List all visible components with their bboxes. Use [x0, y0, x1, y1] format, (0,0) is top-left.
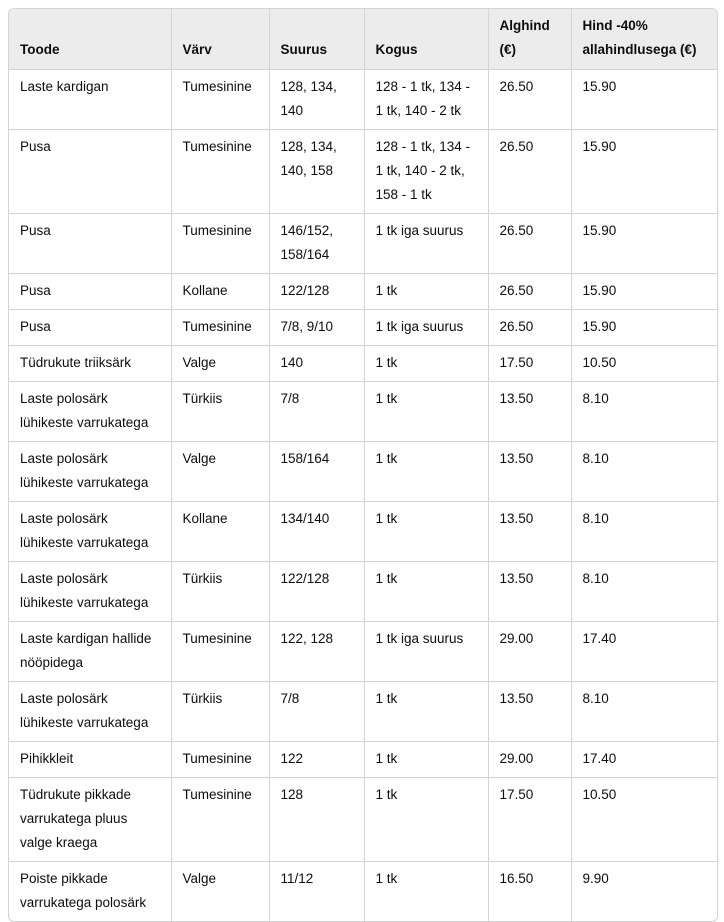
discount-price-cell: 10.50 [571, 778, 717, 862]
discount-price-cell: 15.90 [571, 70, 717, 130]
product-cell: Pihikkleit [9, 742, 171, 778]
size-cell: 146/152, 158/164 [269, 214, 364, 274]
table-row [9, 622, 717, 682]
original-price-cell: 26.50 [488, 214, 571, 274]
color-cell: Tumesinine [171, 310, 269, 346]
table-row [9, 742, 717, 778]
color-cell: Valge [171, 346, 269, 382]
discount-price-cell: 15.90 [571, 130, 717, 214]
original-price-cell: 17.50 [488, 346, 571, 382]
size-cell: 122/128 [269, 562, 364, 622]
product-cell: Laste polosärk lühikeste varrukatega [9, 442, 171, 502]
table-row [9, 214, 717, 274]
size-cell: 134/140 [269, 502, 364, 562]
column-header-discount-price: Hind -40% allahindlusega (€) [571, 9, 717, 70]
table-header [9, 9, 717, 70]
quantity-cell: 1 tk [364, 562, 488, 622]
table-row [9, 130, 717, 214]
color-cell: Kollane [171, 502, 269, 562]
size-cell: 122/128 [269, 274, 364, 310]
header-row [9, 9, 717, 70]
discount-price-cell: 17.40 [571, 742, 717, 778]
size-cell: 11/12 [269, 862, 364, 922]
table-row [9, 310, 717, 346]
quantity-cell: 1 tk iga suurus [364, 310, 488, 346]
original-price-cell: 26.50 [488, 130, 571, 214]
quantity-cell: 128 - 1 tk, 134 - 1 tk, 140 - 2 tk [364, 70, 488, 130]
discount-price-cell: 8.10 [571, 442, 717, 502]
column-header-quantity: Kogus [364, 9, 488, 70]
discount-price-cell: 15.90 [571, 310, 717, 346]
table-row [9, 562, 717, 622]
size-cell: 128, 134, 140, 158 [269, 130, 364, 214]
table-row [9, 382, 717, 442]
discount-price-cell: 8.10 [571, 682, 717, 742]
column-header-product: Toode [9, 9, 171, 70]
quantity-cell: 1 tk [364, 742, 488, 778]
size-cell: 122 [269, 742, 364, 778]
discount-price-cell: 10.50 [571, 346, 717, 382]
discount-price-cell: 17.40 [571, 622, 717, 682]
color-cell: Tumesinine [171, 778, 269, 862]
original-price-cell: 13.50 [488, 502, 571, 562]
product-table [9, 9, 717, 921]
size-cell: 7/8 [269, 382, 364, 442]
original-price-cell: 13.50 [488, 382, 571, 442]
product-cell: Laste kardigan hallide nööpidega [9, 622, 171, 682]
color-cell: Türkiis [171, 562, 269, 622]
column-header-original-price: Alghind (€) [488, 9, 571, 70]
product-cell: Laste kardigan [9, 70, 171, 130]
size-cell: 158/164 [269, 442, 364, 502]
original-price-cell: 26.50 [488, 274, 571, 310]
original-price-cell: 13.50 [488, 562, 571, 622]
color-cell: Türkiis [171, 382, 269, 442]
discount-price-cell: 8.10 [571, 502, 717, 562]
color-cell: Türkiis [171, 682, 269, 742]
size-cell: 122, 128 [269, 622, 364, 682]
quantity-cell: 1 tk [364, 382, 488, 442]
product-cell: Pusa [9, 310, 171, 346]
size-cell: 140 [269, 346, 364, 382]
color-cell: Tumesinine [171, 130, 269, 214]
original-price-cell: 13.50 [488, 682, 571, 742]
product-cell: Poiste pikkade varrukatega polosärk [9, 862, 171, 922]
discount-price-cell: 15.90 [571, 274, 717, 310]
discount-price-cell: 9.90 [582, 871, 609, 886]
product-cell: Laste polosärk lühikeste varrukatega [9, 682, 171, 742]
discount-price-cell: 8.10 [571, 382, 717, 442]
product-cell: Laste polosärk lühikeste varrukatega [9, 502, 171, 562]
original-price-cell: 13.50 [488, 442, 571, 502]
color-cell: Tumesinine [171, 622, 269, 682]
quantity-cell: 1 tk [364, 862, 488, 922]
product-cell: Laste polosärk lühikeste varrukatega [9, 382, 171, 442]
quantity-cell: 1 tk [364, 442, 488, 502]
table-row [9, 346, 717, 382]
size-cell: 7/8 [269, 682, 364, 742]
color-cell: Valge [171, 862, 269, 922]
discount-price-cell: 8.10 [571, 562, 717, 622]
quantity-cell: 1 tk [364, 346, 488, 382]
color-cell: Tumesinine [171, 214, 269, 274]
size-cell: 128 [269, 778, 364, 862]
color-cell: Tumesinine [171, 742, 269, 778]
quantity-cell: 128 - 1 tk, 134 - 1 tk, 140 - 2 tk, 158 - 1 tk [364, 130, 488, 214]
product-table-container [8, 8, 718, 922]
product-cell: Pusa [9, 274, 171, 310]
table-row [9, 274, 717, 310]
table-row [9, 502, 717, 562]
original-price-cell: 29.00 [488, 742, 571, 778]
original-price-cell: 17.50 [488, 778, 571, 862]
table-body [9, 70, 717, 922]
table-row [9, 778, 717, 862]
table-row [9, 862, 717, 922]
color-cell: Tumesinine [171, 70, 269, 130]
quantity-cell: 1 tk [364, 274, 488, 310]
quantity-cell: 1 tk iga suurus [364, 622, 488, 682]
product-cell: Pusa [9, 214, 171, 274]
original-price-cell: 16.50 [488, 862, 571, 922]
quantity-cell: 1 tk iga suurus [364, 214, 488, 274]
product-cell: Tüdrukute triiksärk [9, 346, 171, 382]
quantity-cell: 1 tk [364, 682, 488, 742]
column-header-color: Värv [171, 9, 269, 70]
product-cell: Pusa [9, 130, 171, 214]
color-cell: Valge [171, 442, 269, 502]
column-header-size: Suurus [269, 9, 364, 70]
size-cell: 128, 134, 140 [269, 70, 364, 130]
size-cell: 7/8, 9/10 [269, 310, 364, 346]
table-row [9, 70, 717, 130]
quantity-cell: 1 tk [364, 778, 488, 862]
quantity-cell: 1 tk [364, 502, 488, 562]
original-price-cell: 26.50 [488, 310, 571, 346]
table-row [9, 682, 717, 742]
color-cell: Kollane [171, 274, 269, 310]
product-cell: Laste polosärk lühikeste varrukatega [9, 562, 171, 622]
original-price-cell: 29.00 [488, 622, 571, 682]
product-cell: Tüdrukute pikkade varrukatega pluus valge kraega [9, 778, 171, 862]
original-price-cell: 26.50 [488, 70, 571, 130]
discount-price-cell: 15.90 [571, 214, 717, 274]
table-row [9, 442, 717, 502]
